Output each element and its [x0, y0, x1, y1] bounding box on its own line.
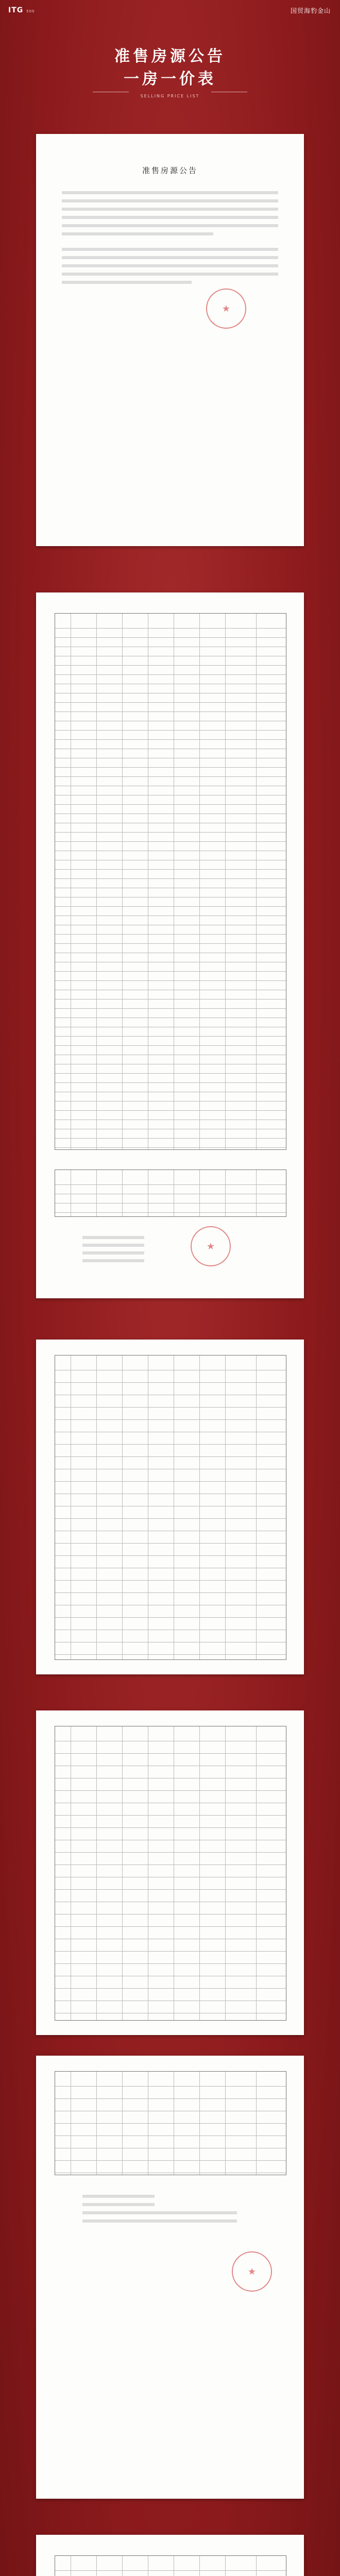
table-row-line	[55, 980, 286, 981]
table-column-line	[96, 2072, 97, 2175]
table-column-line	[225, 1355, 226, 1659]
table-row-line	[55, 906, 286, 907]
table-row-line	[55, 1147, 286, 1148]
table-row-line	[55, 1815, 286, 1816]
table-column-line	[122, 1170, 123, 1216]
price-table	[55, 2071, 286, 2175]
table-column-line	[256, 2556, 257, 2576]
price-table-summary	[55, 1170, 286, 1217]
table-row-line	[55, 2570, 286, 2571]
price-table-page-5	[36, 2535, 304, 2576]
table-info	[82, 1231, 144, 1267]
logo-subtext: 500	[26, 9, 35, 13]
table-row-line	[55, 776, 286, 777]
table-row-line	[55, 730, 286, 731]
notice-paragraph-1	[62, 191, 278, 235]
table-row-line	[55, 1617, 286, 1618]
table-row-line	[55, 1203, 286, 1204]
table-row-line	[55, 1543, 286, 1544]
table-column-line	[225, 2072, 226, 2175]
table-row-line	[55, 934, 286, 935]
table-row-line	[55, 1481, 286, 1482]
table-row-line	[55, 1926, 286, 1927]
page-title-line1: 准售房源公告	[114, 47, 226, 65]
price-table	[55, 613, 286, 1150]
table-row-line	[55, 1212, 286, 1213]
table-row-line	[55, 665, 286, 666]
table-row-line	[55, 739, 286, 740]
table-row-line	[55, 2160, 286, 2161]
table-column-line	[96, 2556, 97, 2576]
price-table-page-2	[36, 1340, 304, 1674]
table-column-line	[96, 1355, 97, 1659]
notice-title: 准售房源公告	[142, 166, 198, 175]
table-row-line	[55, 1790, 286, 1791]
table-row-line	[55, 702, 286, 703]
table-row-line	[55, 711, 286, 712]
table-row-line	[55, 1753, 286, 1754]
table-row-line	[55, 1184, 286, 1185]
header	[0, 0, 340, 103]
table-row-line	[55, 943, 286, 944]
table-row-line	[55, 1518, 286, 1519]
table-row-line	[55, 1036, 286, 1037]
page-subtitle: SELLING PRICE LIST	[140, 94, 200, 98]
table-row-line	[55, 1456, 286, 1457]
table-row-line	[55, 1580, 286, 1581]
price-table-page-1	[36, 592, 304, 1298]
notice-paragraph-2	[62, 248, 278, 284]
table-column-line	[199, 1170, 200, 1216]
table-column-line	[199, 2072, 200, 2175]
table-column-line	[199, 614, 200, 1149]
table-column-line	[256, 2072, 257, 2175]
table-row-line	[55, 1988, 286, 1989]
table-row-line	[55, 804, 286, 805]
table-column-line	[256, 1355, 257, 1659]
table-column-line	[225, 1170, 226, 1216]
brand-name: 国贸海豹金山	[290, 7, 331, 14]
seal-stamp: ★	[232, 2251, 272, 2292]
table-row-line	[55, 628, 286, 629]
table-row-line	[55, 1419, 286, 1420]
table-row-line	[55, 637, 286, 638]
table-row-line	[55, 1138, 286, 1139]
table-column-line	[122, 1726, 123, 2020]
price-table-page-3	[36, 1710, 304, 2035]
table-row-line	[55, 1008, 286, 1009]
table-row-line	[55, 1951, 286, 1952]
table-column-line	[96, 1170, 97, 1216]
table-row-line	[55, 1444, 286, 1445]
table-column-line	[199, 1726, 200, 2020]
table-column-line	[225, 2556, 226, 2576]
logo: ITG 500	[8, 6, 35, 14]
price-table-page-4	[36, 2056, 304, 2499]
table-column-line	[96, 614, 97, 1149]
table-row-line	[55, 841, 286, 842]
notice-page	[36, 134, 304, 546]
table-row-line	[55, 674, 286, 675]
table-row-line	[55, 878, 286, 879]
price-table	[55, 1726, 286, 2021]
table-row-line	[55, 971, 286, 972]
table-row-line	[55, 1827, 286, 1828]
table-column-line	[122, 1355, 123, 1659]
table-row-line	[55, 1082, 286, 1083]
seal-stamp: ★	[191, 1226, 231, 1266]
table-row-line	[55, 1555, 286, 1556]
table-row-line	[55, 1045, 286, 1046]
table-column-line	[256, 614, 257, 1149]
table-info	[82, 2190, 237, 2228]
table-column-line	[122, 2556, 123, 2576]
table-row-line	[55, 1592, 286, 1593]
table-row-line	[55, 1654, 286, 1655]
table-row-line	[55, 1852, 286, 1853]
table-row-line	[55, 2086, 286, 2087]
price-table	[55, 1355, 286, 1660]
table-column-line	[225, 1726, 226, 2020]
page-title-line2: 一房一价表	[124, 70, 216, 88]
table-column-line	[199, 1355, 200, 1659]
table-row-line	[55, 1110, 286, 1111]
table-row-line	[55, 1889, 286, 1890]
table-row-line	[55, 869, 286, 870]
table-column-line	[96, 1726, 97, 2020]
seal-stamp: ★	[206, 289, 246, 329]
price-table	[55, 2555, 286, 2576]
table-row-line	[55, 2123, 286, 2124]
table-column-line	[199, 2556, 200, 2576]
table-row-line	[55, 1963, 286, 1964]
table-column-line	[256, 1726, 257, 2020]
table-row-line	[55, 1407, 286, 1408]
table-column-line	[225, 614, 226, 1149]
table-column-line	[122, 2072, 123, 2175]
table-row-line	[55, 1382, 286, 1383]
table-row-line	[55, 2098, 286, 2099]
table-row-line	[55, 1073, 286, 1074]
table-row-line	[55, 767, 286, 768]
table-column-line	[122, 614, 123, 1149]
table-row-line	[55, 832, 286, 833]
table-column-line	[256, 1170, 257, 1216]
